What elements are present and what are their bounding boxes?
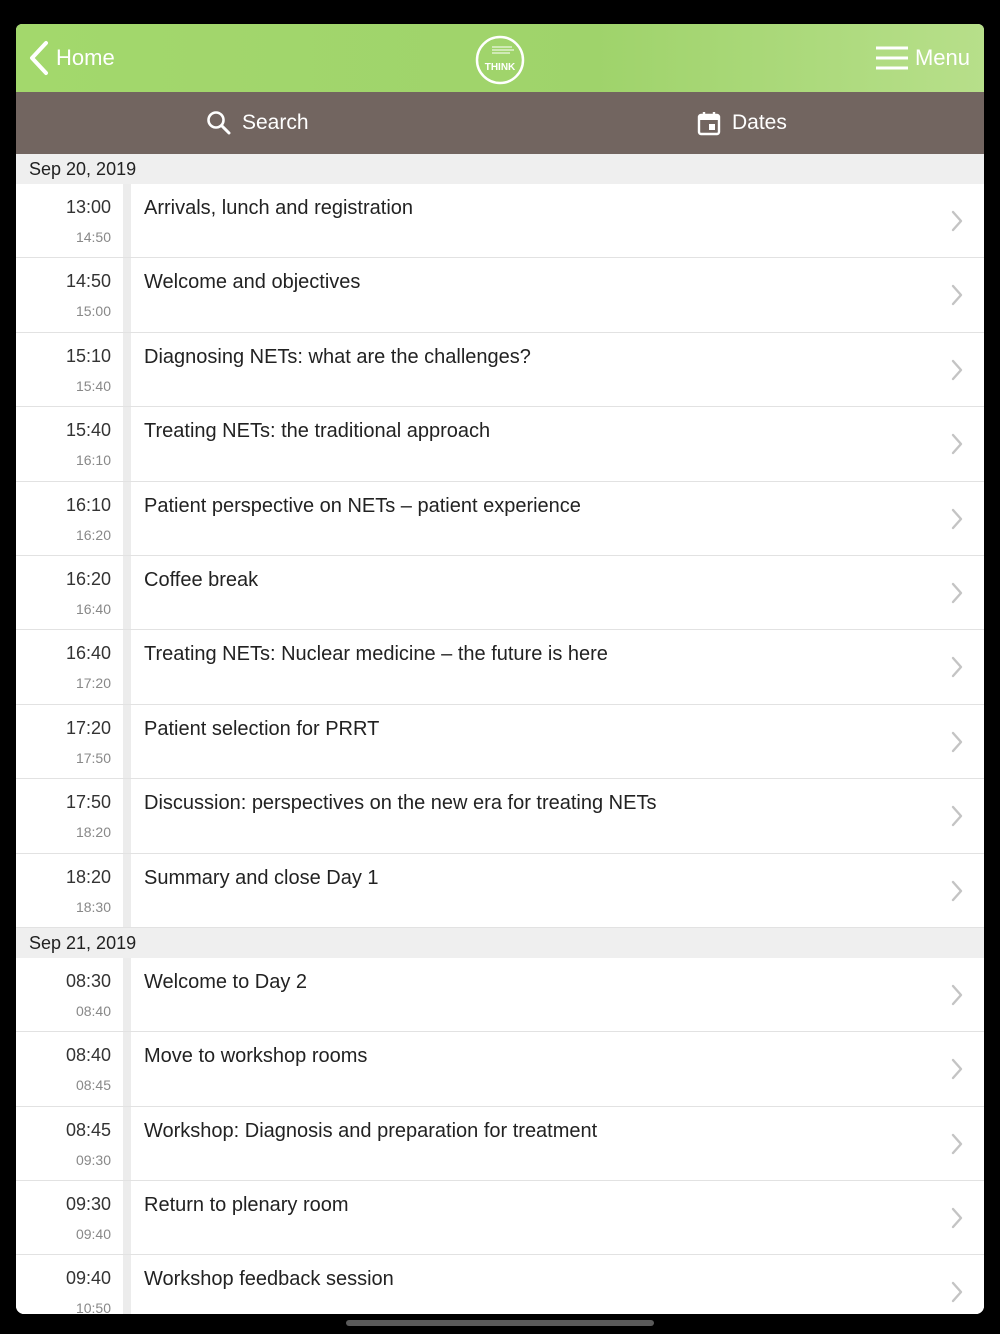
session-title: Discussion: perspectives on the new era for treating NETs bbox=[144, 792, 657, 815]
menu-button[interactable] bbox=[875, 40, 970, 76]
session-time bbox=[16, 958, 123, 1031]
session-start-time: 16:40 bbox=[65, 643, 111, 664]
session-row[interactable] bbox=[16, 258, 984, 332]
session-start-time: 16:10 bbox=[65, 494, 111, 515]
schedule-toolbar bbox=[16, 92, 984, 154]
session-divider-bar bbox=[123, 407, 131, 480]
search-button[interactable] bbox=[206, 92, 309, 154]
home-indicator bbox=[346, 1320, 654, 1326]
session-divider-bar bbox=[123, 184, 131, 257]
chevron-right-icon bbox=[950, 581, 964, 605]
chevron-right-icon bbox=[950, 983, 964, 1007]
session-divider-bar bbox=[123, 1107, 131, 1180]
session-divider-bar bbox=[123, 1181, 131, 1254]
chevron-right-icon bbox=[950, 432, 964, 456]
session-start-time: 08:45 bbox=[65, 1119, 111, 1140]
chevron-right-icon bbox=[950, 358, 964, 382]
session-row[interactable] bbox=[16, 1181, 984, 1255]
chevron-right-icon bbox=[950, 283, 964, 307]
chevron-left-icon bbox=[28, 40, 50, 76]
session-row[interactable] bbox=[16, 1107, 984, 1181]
session-row[interactable] bbox=[16, 958, 984, 1032]
session-title: Diagnosing NETs: what are the challenges? bbox=[144, 345, 531, 368]
session-end-time: 16:10 bbox=[75, 452, 111, 469]
session-title: Move to workshop rooms bbox=[144, 1045, 368, 1068]
chevron-right-icon bbox=[950, 730, 964, 754]
session-end-time: 16:40 bbox=[75, 600, 111, 617]
chevron-right-icon bbox=[950, 507, 964, 531]
session-end-time: 10:50 bbox=[75, 1300, 111, 1314]
session-row[interactable] bbox=[16, 407, 984, 481]
search-icon bbox=[206, 110, 232, 136]
session-row[interactable] bbox=[16, 630, 984, 704]
session-time bbox=[16, 1107, 123, 1180]
session-title: Coffee break bbox=[144, 568, 259, 591]
session-time bbox=[16, 556, 123, 629]
session-start-time: 09:40 bbox=[65, 1268, 111, 1289]
session-divider-bar bbox=[123, 630, 131, 703]
session-divider-bar bbox=[123, 958, 131, 1031]
search-label: Search bbox=[242, 111, 309, 134]
session-start-time: 14:50 bbox=[65, 271, 111, 292]
schedule-list bbox=[16, 154, 984, 1314]
menu-label: Menu bbox=[914, 45, 970, 70]
session-title: Return to plenary room bbox=[144, 1194, 349, 1217]
chevron-right-icon bbox=[950, 804, 964, 828]
date-section-header: Sep 20, 2019 bbox=[16, 154, 984, 184]
dates-button[interactable] bbox=[696, 92, 787, 154]
session-start-time: 15:40 bbox=[65, 420, 111, 441]
session-row[interactable] bbox=[16, 705, 984, 779]
session-time bbox=[16, 630, 123, 703]
session-start-time: 15:10 bbox=[65, 345, 111, 366]
session-end-time: 08:40 bbox=[75, 1002, 111, 1019]
session-time bbox=[16, 184, 123, 257]
session-time bbox=[16, 705, 123, 778]
session-start-time: 08:40 bbox=[65, 1045, 111, 1066]
session-title: Welcome to Day 2 bbox=[144, 970, 308, 993]
session-divider-bar bbox=[123, 258, 131, 331]
session-title: Patient perspective on NETs – patient experience bbox=[144, 494, 581, 517]
session-end-time: 18:30 bbox=[75, 898, 111, 915]
session-time bbox=[16, 854, 123, 927]
session-end-time: 09:30 bbox=[75, 1151, 111, 1168]
session-end-time: 18:20 bbox=[75, 824, 111, 841]
chevron-right-icon bbox=[950, 1280, 964, 1304]
session-title: Treating NETs: Nuclear medicine – the future is here bbox=[144, 643, 608, 666]
session-title: Welcome and objectives bbox=[144, 271, 361, 294]
session-time bbox=[16, 482, 123, 555]
session-time bbox=[16, 1032, 123, 1105]
session-row[interactable] bbox=[16, 854, 984, 928]
session-title: Arrivals, lunch and registration bbox=[144, 197, 414, 219]
session-title: Workshop feedback session bbox=[144, 1268, 394, 1291]
session-end-time: 08:45 bbox=[75, 1077, 111, 1094]
chevron-right-icon bbox=[950, 879, 964, 903]
session-time bbox=[16, 333, 123, 406]
session-time bbox=[16, 1181, 123, 1254]
home-back-button[interactable] bbox=[28, 38, 115, 78]
session-time bbox=[16, 258, 123, 331]
chevron-right-icon bbox=[950, 1057, 964, 1081]
session-divider-bar bbox=[123, 1255, 131, 1314]
session-row[interactable] bbox=[16, 333, 984, 407]
session-divider-bar bbox=[123, 1032, 131, 1105]
session-end-time: 09:40 bbox=[75, 1226, 111, 1243]
session-end-time: 17:50 bbox=[75, 749, 111, 766]
session-start-time: 17:50 bbox=[65, 792, 111, 813]
session-row[interactable] bbox=[16, 1032, 984, 1106]
session-divider-bar bbox=[123, 556, 131, 629]
top-navigation-bar bbox=[16, 24, 984, 92]
session-start-time: 08:30 bbox=[65, 970, 111, 991]
session-end-time: 16:20 bbox=[75, 526, 111, 543]
session-divider-bar bbox=[123, 705, 131, 778]
session-time bbox=[16, 779, 123, 852]
session-start-time: 17:20 bbox=[65, 717, 111, 738]
session-row[interactable] bbox=[16, 482, 984, 556]
chevron-right-icon bbox=[950, 1132, 964, 1156]
session-divider-bar bbox=[123, 779, 131, 852]
session-start-time: 09:30 bbox=[65, 1194, 111, 1215]
session-start-time: 13:00 bbox=[65, 197, 111, 217]
session-time bbox=[16, 1255, 123, 1314]
chevron-right-icon bbox=[950, 1206, 964, 1230]
session-end-time: 15:40 bbox=[75, 377, 111, 394]
session-row[interactable] bbox=[16, 556, 984, 630]
session-divider-bar bbox=[123, 482, 131, 555]
session-time bbox=[16, 407, 123, 480]
session-divider-bar bbox=[123, 854, 131, 927]
session-start-time: 18:20 bbox=[65, 866, 111, 887]
session-end-time: 15:00 bbox=[75, 303, 111, 320]
session-title: Workshop: Diagnosis and preparation for treatment bbox=[144, 1119, 598, 1142]
session-start-time: 16:20 bbox=[65, 568, 111, 589]
dates-label: Dates bbox=[732, 111, 787, 134]
app-screen bbox=[16, 24, 984, 1314]
home-back-label: Home bbox=[56, 45, 115, 70]
session-title: Patient selection for PRRT bbox=[144, 717, 380, 740]
session-row[interactable] bbox=[16, 779, 984, 853]
session-divider-bar bbox=[123, 333, 131, 406]
chevron-right-icon bbox=[950, 209, 964, 233]
chevron-right-icon bbox=[950, 655, 964, 679]
session-end-time: 14:50 bbox=[75, 229, 111, 245]
think-logo bbox=[474, 34, 526, 86]
session-row[interactable] bbox=[16, 1255, 984, 1314]
session-title: Summary and close Day 1 bbox=[144, 866, 379, 889]
logo-text: THINK bbox=[484, 62, 516, 73]
hamburger-icon bbox=[875, 45, 909, 71]
session-row[interactable] bbox=[16, 184, 984, 258]
session-end-time: 17:20 bbox=[75, 675, 111, 692]
date-section-header: Sep 21, 2019 bbox=[16, 928, 984, 958]
session-title: Treating NETs: the traditional approach bbox=[144, 420, 491, 443]
calendar-icon bbox=[696, 110, 722, 136]
